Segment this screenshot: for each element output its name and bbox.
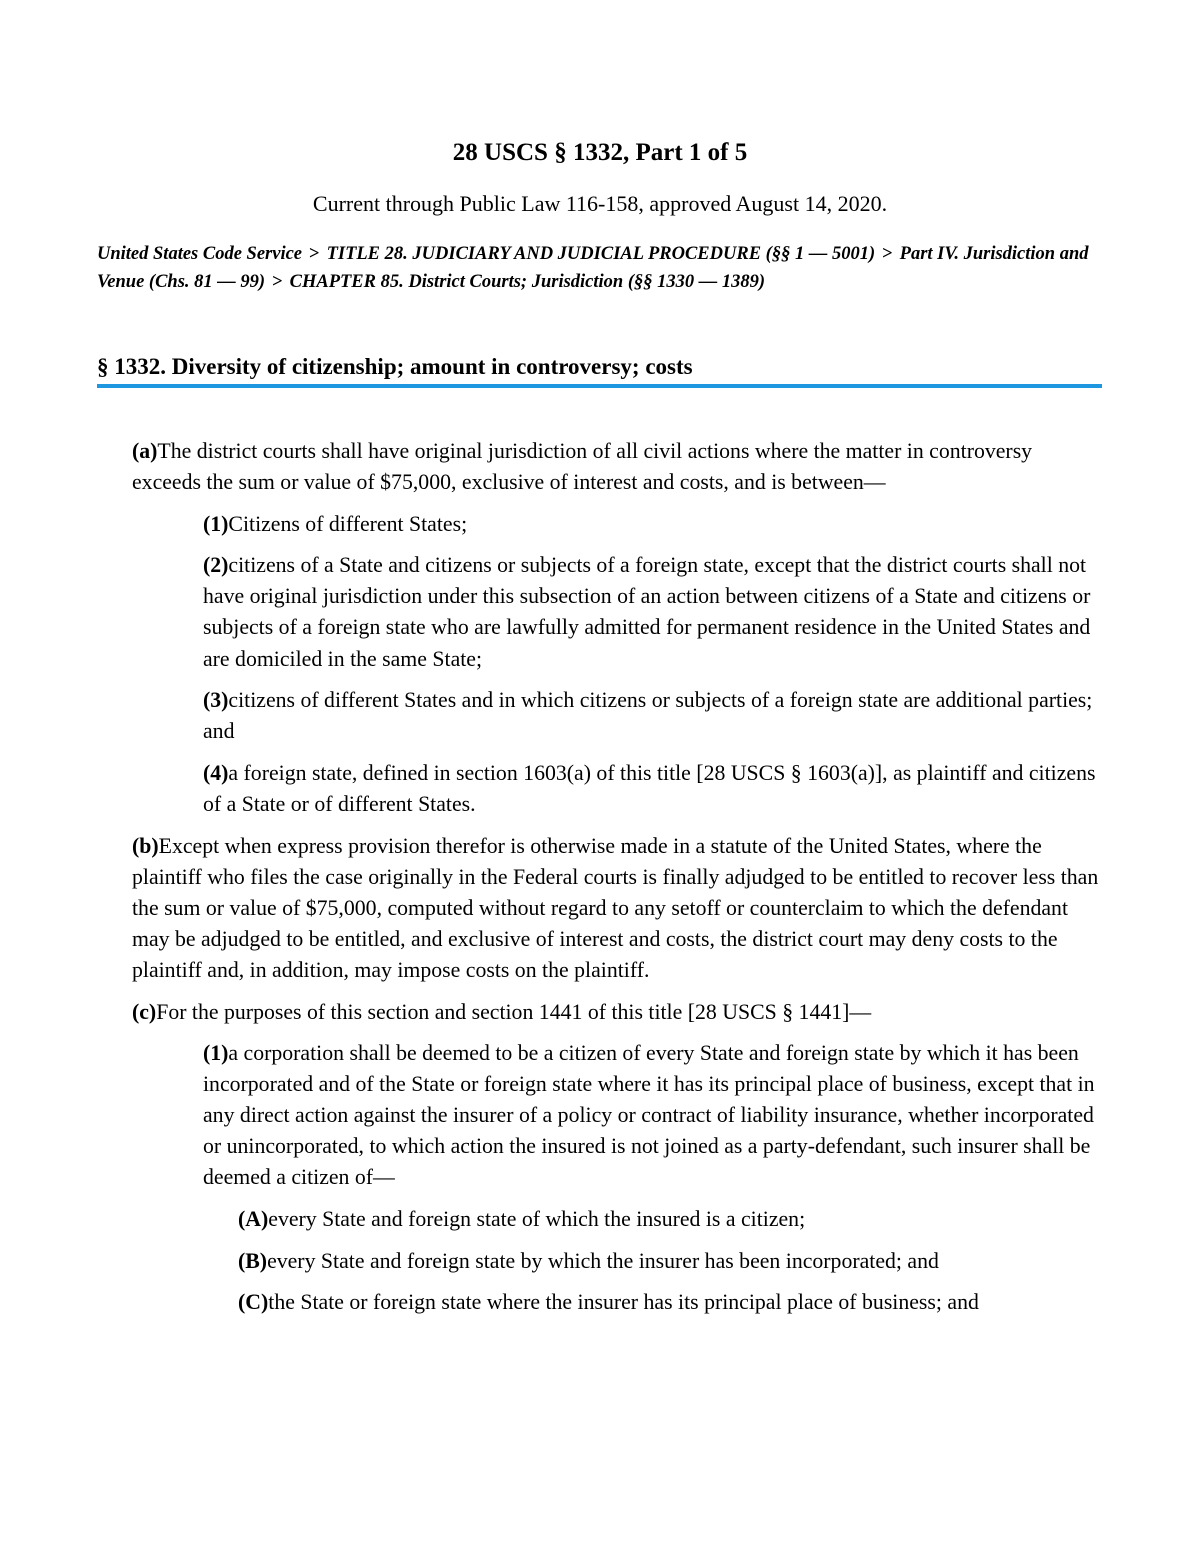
subparagraph-c-1-b xyxy=(238,1246,1103,1277)
currency-statement: Current through Public Law 116-158, approved August 14, 2020. xyxy=(312,191,888,216)
paragraph-a-3 xyxy=(203,685,1103,747)
breadcrumb-separator: > xyxy=(309,244,320,264)
document-title: 28 USCS § 1332, Part 1 of 5 xyxy=(452,139,748,166)
provision-label: (B) xyxy=(238,1248,268,1273)
breadcrumb xyxy=(97,240,1107,296)
provision-label: (3) xyxy=(203,688,229,713)
subsection-a xyxy=(132,436,1102,498)
section-heading: § 1332. Diversity of citizenship; amount in controversy; costs xyxy=(97,352,1102,388)
provision-text: For the purposes of this section and section 1441 of this title [28 USCS § 1441]— xyxy=(156,999,872,1024)
subsection-b xyxy=(132,831,1102,986)
breadcrumb-item-chapter-85[interactable]: CHAPTER 85. District Courts; Jurisdiction (§§ 1330 — 1389) xyxy=(289,272,766,292)
provision-label: (a) xyxy=(132,439,158,463)
provision-text: a foreign state, defined in section 1603(a) of this title [28 USCS § 1603(a)], as plaintiff and citizens of a State or of different States. xyxy=(203,760,1096,816)
breadcrumb-separator: > xyxy=(882,244,893,264)
breadcrumb-item-part-iv[interactable]: Part IV. Jurisdiction and Venue (Chs. 81 — 99) xyxy=(97,244,1089,292)
paragraph-a-2 xyxy=(203,550,1103,674)
provision-label: (c) xyxy=(132,999,157,1024)
paragraph-a-4 xyxy=(203,758,1103,820)
subparagraph-c-1-a xyxy=(238,1204,1103,1235)
provision-label: (A) xyxy=(238,1207,269,1232)
statute-body xyxy=(0,436,1200,1329)
provision-text: every State and foreign state by which the insurer has been incorporated; and xyxy=(267,1248,939,1273)
provision-label: (b) xyxy=(132,833,159,858)
provision-text: The district courts shall have original jurisdiction of all civil actions where the matter in controversy exceeds the sum or value of $75,000, exclusive of interest and costs, and is between— xyxy=(132,439,1033,495)
breadcrumb-separator: > xyxy=(272,272,283,292)
provision-text: every State and foreign state of which the insured is a citizen; xyxy=(268,1207,806,1232)
provision-text: Citizens of different States; xyxy=(228,511,468,536)
subparagraph-c-1-c xyxy=(238,1287,1103,1318)
provision-text: Except when express provision therefor is otherwise made in a statute of the United States, where the plaintiff who files the case originally in the Federal courts is finally adjudged to be entitled to recover less than the sum or value of $75,000, computed without regard to any setoff or counterclaim to which the defendant may be adjudged to be entitled, and exclusive of interest and costs, the district court may deny costs to the plaintiff and, in addition, may impose costs on the plaintiff. xyxy=(132,833,1099,982)
provision-text: a corporation shall be deemed to be a citizen of every State and foreign state by which it has been incorporated and of the State or foreign state where it has its principal place of business, except that in any direct action against the insurer of a policy or contract of liability insurance, whether incorporated or unincorporated, to which action the insured is not joined as a party-defendant, such insurer shall be deemed a citizen of— xyxy=(203,1041,1095,1190)
provision-text: citizens of different States and in which citizens or subjects of a foreign state are additional parties; and xyxy=(203,688,1093,744)
provision-label: (C) xyxy=(238,1290,269,1315)
provision-text: the State or foreign state where the insurer has its principal place of business; and xyxy=(268,1290,979,1315)
breadcrumb-item-title-28[interactable]: TITLE 28. JUDICIARY AND JUDICIAL PROCEDURE (§§ 1 — 5001) xyxy=(326,244,876,264)
provision-text: citizens of a State and citizens or subjects of a foreign state, except that the district courts shall not have original jurisdiction under this subsection of an action between citizens of a State and citizens or subjects of a foreign state who are lawfully admitted for permanent residence in the United States and are domiciled in the same State; xyxy=(203,553,1091,671)
subsection-c xyxy=(132,997,1102,1028)
paragraph-c-1 xyxy=(203,1038,1103,1193)
provision-label: (1) xyxy=(203,511,229,536)
paragraph-a-1 xyxy=(203,509,1103,540)
breadcrumb-item-code-service[interactable]: United States Code Service xyxy=(97,244,303,264)
provision-label: (1) xyxy=(203,1041,229,1066)
provision-label: (4) xyxy=(203,760,229,785)
provision-label: (2) xyxy=(203,553,229,578)
